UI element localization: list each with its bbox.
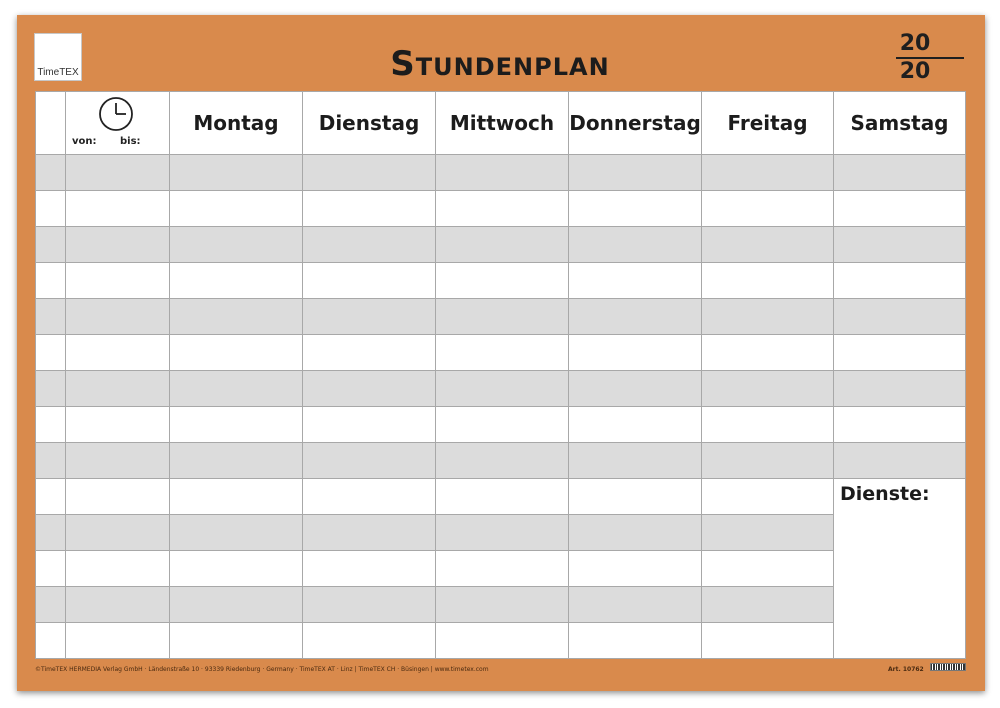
lesson-number-cell[interactable] — [36, 623, 66, 659]
day-header-wednesday — [436, 92, 569, 155]
lesson-cell[interactable] — [569, 515, 702, 551]
lesson-cell[interactable] — [702, 335, 834, 371]
lesson-cell[interactable] — [569, 263, 702, 299]
lesson-cell[interactable] — [436, 191, 569, 227]
lesson-cell[interactable] — [170, 515, 303, 551]
timetable-row — [36, 227, 966, 263]
lesson-cell[interactable] — [303, 623, 436, 659]
von-label: von: — [72, 136, 97, 147]
lesson-number-cell[interactable] — [36, 371, 66, 407]
time-cell[interactable] — [66, 227, 170, 263]
barcode — [930, 663, 966, 671]
lesson-cell[interactable] — [569, 407, 702, 443]
lesson-cell[interactable] — [170, 587, 303, 623]
timetable-row — [36, 479, 966, 515]
time-cell[interactable] — [66, 155, 170, 191]
clock-icon — [98, 96, 134, 132]
lesson-cell[interactable] — [170, 479, 303, 515]
lesson-cell[interactable] — [170, 407, 303, 443]
lesson-cell[interactable] — [702, 263, 834, 299]
lesson-cell[interactable] — [569, 443, 702, 479]
lesson-cell[interactable] — [834, 155, 966, 191]
day-label: Mittwoch — [449, 111, 555, 135]
lesson-cell[interactable] — [170, 155, 303, 191]
lesson-cell[interactable] — [303, 191, 436, 227]
lesson-number-cell[interactable] — [36, 263, 66, 299]
lesson-cell[interactable] — [170, 551, 303, 587]
page-title: Stundenplan — [390, 44, 610, 84]
lesson-cell[interactable] — [303, 407, 436, 443]
lesson-cell[interactable] — [569, 623, 702, 659]
timetable-row — [36, 587, 966, 623]
lesson-cell[interactable] — [303, 335, 436, 371]
time-cell[interactable] — [66, 587, 170, 623]
lesson-cell[interactable] — [436, 335, 569, 371]
lesson-number-cell[interactable] — [36, 551, 66, 587]
time-cell[interactable] — [66, 623, 170, 659]
time-cell[interactable] — [66, 407, 170, 443]
day-header-friday — [702, 92, 834, 155]
lesson-cell[interactable] — [436, 371, 569, 407]
lesson-cell[interactable] — [702, 551, 834, 587]
header-row — [36, 92, 966, 155]
lesson-cell[interactable] — [170, 263, 303, 299]
lesson-cell[interactable] — [569, 299, 702, 335]
lesson-cell[interactable] — [702, 623, 834, 659]
lesson-cell[interactable] — [303, 371, 436, 407]
day-header-tuesday — [303, 92, 436, 155]
time-cell[interactable] — [66, 191, 170, 227]
lesson-cell[interactable] — [170, 299, 303, 335]
year-top: 20 — [899, 31, 931, 56]
lesson-cell[interactable] — [436, 263, 569, 299]
lesson-cell[interactable] — [702, 191, 834, 227]
lesson-number-cell[interactable] — [36, 407, 66, 443]
lesson-cell[interactable] — [436, 227, 569, 263]
timetable-row — [36, 443, 966, 479]
lesson-number-cell[interactable] — [36, 335, 66, 371]
lesson-cell[interactable] — [170, 371, 303, 407]
time-header — [66, 92, 170, 155]
time-cell[interactable] — [66, 371, 170, 407]
time-cell[interactable] — [66, 551, 170, 587]
lesson-cell[interactable] — [170, 443, 303, 479]
lesson-cell[interactable] — [569, 587, 702, 623]
lesson-cell[interactable] — [569, 155, 702, 191]
timetable-row — [36, 335, 966, 371]
timetable-row — [36, 371, 966, 407]
time-cell[interactable] — [66, 515, 170, 551]
lesson-number-cell[interactable] — [36, 515, 66, 551]
lesson-cell[interactable] — [702, 515, 834, 551]
timetable-grid — [35, 91, 966, 659]
lesson-cell[interactable] — [303, 551, 436, 587]
lesson-cell[interactable] — [170, 623, 303, 659]
article-number: Art. 10762 — [888, 666, 924, 673]
time-cell[interactable] — [66, 299, 170, 335]
timetable-row — [36, 623, 966, 659]
day-label: Samstag — [850, 111, 949, 135]
lesson-number-cell[interactable] — [36, 587, 66, 623]
year-bottom: 20 — [899, 59, 931, 84]
lesson-cell[interactable] — [834, 191, 966, 227]
lesson-cell[interactable] — [303, 299, 436, 335]
timetable-row — [36, 263, 966, 299]
lesson-number-header — [36, 92, 66, 155]
lesson-cell[interactable] — [303, 587, 436, 623]
lesson-cell[interactable] — [569, 191, 702, 227]
lesson-cell[interactable] — [834, 227, 966, 263]
dienste-label: Dienste: — [840, 483, 930, 505]
lesson-cell[interactable] — [303, 515, 436, 551]
time-cell[interactable] — [66, 263, 170, 299]
lesson-cell[interactable] — [702, 299, 834, 335]
lesson-cell[interactable] — [569, 335, 702, 371]
lesson-cell[interactable] — [436, 515, 569, 551]
time-cell[interactable] — [66, 335, 170, 371]
lesson-number-cell[interactable] — [36, 227, 66, 263]
lesson-cell[interactable] — [170, 335, 303, 371]
lesson-cell[interactable] — [569, 479, 702, 515]
time-cell[interactable] — [66, 479, 170, 515]
timetable-row — [36, 299, 966, 335]
lesson-cell[interactable] — [569, 227, 702, 263]
logo-text: TimeTEX — [37, 67, 79, 78]
dienste-area[interactable] — [834, 479, 966, 659]
lesson-cell[interactable] — [303, 479, 436, 515]
lesson-cell[interactable] — [436, 551, 569, 587]
lesson-cell[interactable] — [834, 443, 966, 479]
lesson-cell[interactable] — [436, 623, 569, 659]
day-label: Montag — [193, 111, 279, 135]
lesson-cell[interactable] — [702, 371, 834, 407]
lesson-cell[interactable] — [436, 587, 569, 623]
day-header-monday — [170, 92, 303, 155]
lesson-cell[interactable] — [702, 479, 834, 515]
lesson-number-cell[interactable] — [36, 191, 66, 227]
lesson-cell[interactable] — [834, 335, 966, 371]
bis-label: bis: — [120, 136, 141, 147]
time-cell[interactable] — [66, 443, 170, 479]
lesson-cell[interactable] — [436, 407, 569, 443]
day-label: Donnerstag — [569, 111, 701, 135]
lesson-cell[interactable] — [569, 551, 702, 587]
timetable-row — [36, 191, 966, 227]
lesson-cell[interactable] — [702, 227, 834, 263]
day-header-thursday — [569, 92, 702, 155]
lesson-cell[interactable] — [303, 263, 436, 299]
lesson-cell[interactable] — [303, 155, 436, 191]
timetable-row — [36, 515, 966, 551]
lesson-number-cell[interactable] — [36, 155, 66, 191]
lesson-cell[interactable] — [436, 155, 569, 191]
day-label: Dienstag — [318, 111, 420, 135]
lesson-cell[interactable] — [702, 443, 834, 479]
day-header-saturday — [834, 92, 966, 155]
lesson-cell[interactable] — [303, 443, 436, 479]
lesson-cell[interactable] — [834, 299, 966, 335]
lesson-number-cell[interactable] — [36, 479, 66, 515]
lesson-cell[interactable] — [702, 587, 834, 623]
lesson-cell[interactable] — [834, 263, 966, 299]
lesson-cell[interactable] — [569, 371, 702, 407]
lesson-number-cell[interactable] — [36, 443, 66, 479]
timetable-row — [36, 551, 966, 587]
lesson-cell[interactable] — [834, 371, 966, 407]
lesson-number-cell[interactable] — [36, 299, 66, 335]
lesson-cell[interactable] — [702, 155, 834, 191]
lesson-cell[interactable] — [702, 407, 834, 443]
lesson-cell[interactable] — [834, 407, 966, 443]
footer-imprint: ©TimeTEX HERMEDIA Verlag GmbH · Ländenstraße 10 · 93339 Riedenburg · Germany · TimeTEX AT · Linz | TimeTEX CH · Büsingen | www.timetex.com — [35, 666, 489, 673]
lesson-cell[interactable] — [436, 479, 569, 515]
lesson-cell[interactable] — [436, 299, 569, 335]
lesson-cell[interactable] — [170, 227, 303, 263]
timetable-row — [36, 155, 966, 191]
day-label: Freitag — [727, 111, 808, 135]
lesson-cell[interactable] — [170, 191, 303, 227]
lesson-cell[interactable] — [303, 227, 436, 263]
timetable-row — [36, 407, 966, 443]
lesson-cell[interactable] — [436, 443, 569, 479]
